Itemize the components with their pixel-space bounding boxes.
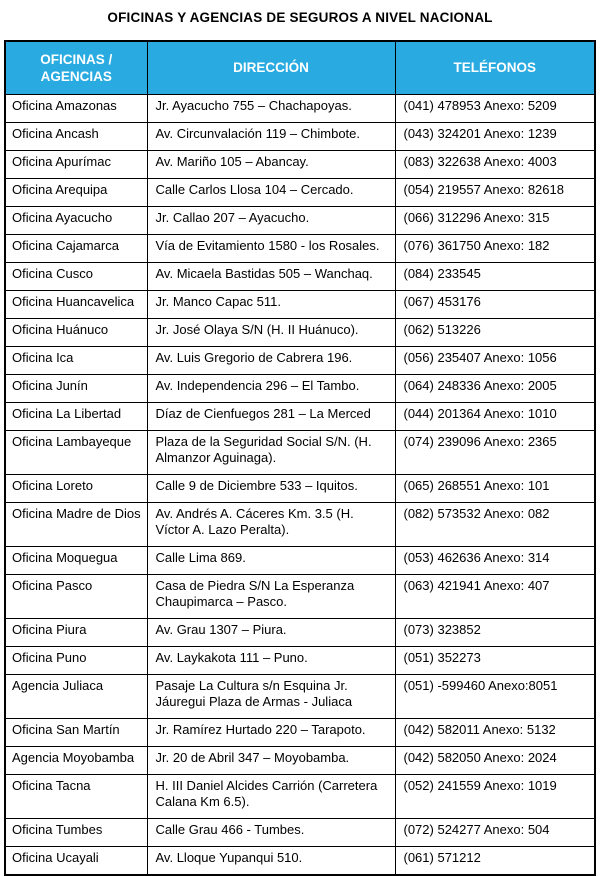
office-name-cell: Oficina Madre de Dios: [5, 502, 147, 546]
phone-cell: (066) 312296 Anexo: 315: [395, 206, 595, 234]
phone-cell: (043) 324201 Anexo: 1239: [395, 122, 595, 150]
address-cell: Calle Lima 869.: [147, 546, 395, 574]
table-row: [5, 374, 595, 402]
address-cell: Av. Circunvalación 119 – Chimbote.: [147, 122, 395, 150]
address-cell: H. III Daniel Alcides Carrión (Carretera Calana Km 6.5).: [147, 774, 395, 818]
office-name-cell: Oficina Junín: [5, 374, 147, 402]
office-name-cell: Oficina Loreto: [5, 474, 147, 502]
phone-cell: (084) 233545: [395, 262, 595, 290]
phone-cell: (061) 571212: [395, 846, 595, 875]
phone-cell: (056) 235407 Anexo: 1056: [395, 346, 595, 374]
address-cell: Jr. Ayacucho 755 – Chachapoyas.: [147, 94, 395, 122]
address-cell: Jr. Manco Capac 511.: [147, 290, 395, 318]
table-row: [5, 94, 595, 122]
office-name-cell: Oficina Cajamarca: [5, 234, 147, 262]
office-name-cell: Oficina Apurímac: [5, 150, 147, 178]
table-row: [5, 430, 595, 474]
office-name-cell: Oficina Amazonas: [5, 94, 147, 122]
office-name-cell: Agencia Moyobamba: [5, 746, 147, 774]
phone-cell: (062) 513226: [395, 318, 595, 346]
office-name-cell: Oficina Huancavelica: [5, 290, 147, 318]
office-name-cell: Oficina Ica: [5, 346, 147, 374]
phone-cell: (063) 421941 Anexo: 407: [395, 574, 595, 618]
phone-cell: (065) 268551 Anexo: 101: [395, 474, 595, 502]
header-row: [5, 41, 595, 94]
address-cell: Av. Andrés A. Cáceres Km. 3.5 (H. Víctor A. Lazo Peralta).: [147, 502, 395, 546]
address-cell: Av. Grau 1307 – Piura.: [147, 618, 395, 646]
phone-cell: (053) 462636 Anexo: 314: [395, 546, 595, 574]
table-row: [5, 122, 595, 150]
address-cell: Calle 9 de Diciembre 533 – Iquitos.: [147, 474, 395, 502]
phone-cell: (051) -599460 Anexo:8051: [395, 674, 595, 718]
address-cell: Av. Independencia 296 – El Tambo.: [147, 374, 395, 402]
table-row: [5, 818, 595, 846]
phone-cell: (082) 573532 Anexo: 082: [395, 502, 595, 546]
address-cell: Díaz de Cienfuegos 281 – La Merced: [147, 402, 395, 430]
office-name-cell: Oficina Moquegua: [5, 546, 147, 574]
offices-table: [4, 40, 596, 876]
office-name-cell: Oficina Tumbes: [5, 818, 147, 846]
table-row: [5, 206, 595, 234]
table-row: [5, 846, 595, 875]
table-row: [5, 674, 595, 718]
phone-cell: (044) 201364 Anexo: 1010: [395, 402, 595, 430]
table-row: [5, 346, 595, 374]
phone-cell: (042) 582011 Anexo: 5132: [395, 718, 595, 746]
phone-cell: (042) 582050 Anexo: 2024: [395, 746, 595, 774]
table-row: [5, 574, 595, 618]
office-name-cell: Oficina Ancash: [5, 122, 147, 150]
table-header: [5, 41, 595, 94]
office-name-cell: Oficina Lambayeque: [5, 430, 147, 474]
address-cell: Calle Carlos Llosa 104 – Cercado.: [147, 178, 395, 206]
address-cell: Av. Laykakota 111 – Puno.: [147, 646, 395, 674]
address-cell: Jr. 20 de Abril 347 – Moyobamba.: [147, 746, 395, 774]
office-name-cell: Oficina Cusco: [5, 262, 147, 290]
table-row: [5, 746, 595, 774]
table-row: [5, 262, 595, 290]
table-row: [5, 646, 595, 674]
address-cell: Av. Mariño 105 – Abancay.: [147, 150, 395, 178]
table-row: [5, 618, 595, 646]
office-name-cell: Oficina La Libertad: [5, 402, 147, 430]
table-row: [5, 234, 595, 262]
address-cell: Jr. Ramírez Hurtado 220 – Tarapoto.: [147, 718, 395, 746]
address-cell: Pasaje La Cultura s/n Esquina Jr. Jáuregui Plaza de Armas - Juliaca: [147, 674, 395, 718]
phone-cell: (041) 478953 Anexo: 5209: [395, 94, 595, 122]
table-row: [5, 150, 595, 178]
header-direccion: DIRECCIÓN: [147, 41, 395, 94]
phone-cell: (073) 323852: [395, 618, 595, 646]
office-name-cell: Agencia Juliaca: [5, 674, 147, 718]
table-row: [5, 718, 595, 746]
phone-cell: (064) 248336 Anexo: 2005: [395, 374, 595, 402]
office-name-cell: Oficina Ucayali: [5, 846, 147, 875]
phone-cell: (076) 361750 Anexo: 182: [395, 234, 595, 262]
office-name-cell: Oficina Arequipa: [5, 178, 147, 206]
phone-cell: (083) 322638 Anexo: 4003: [395, 150, 595, 178]
address-cell: Casa de Piedra S/N La Esperanza Chaupimarca – Pasco.: [147, 574, 395, 618]
address-cell: Vía de Evitamiento 1580 - los Rosales.: [147, 234, 395, 262]
address-cell: Av. Lloque Yupanqui 510.: [147, 846, 395, 875]
phone-cell: (067) 453176: [395, 290, 595, 318]
phone-cell: (052) 241559 Anexo: 1019: [395, 774, 595, 818]
office-name-cell: Oficina Puno: [5, 646, 147, 674]
office-name-cell: Oficina Piura: [5, 618, 147, 646]
header-telefonos: TELÉFONOS: [395, 41, 595, 94]
office-name-cell: Oficina Ayacucho: [5, 206, 147, 234]
address-cell: Jr. Callao 207 – Ayacucho.: [147, 206, 395, 234]
table-row: [5, 474, 595, 502]
table-row: [5, 774, 595, 818]
office-name-cell: Oficina Pasco: [5, 574, 147, 618]
table-row: [5, 318, 595, 346]
address-cell: Av. Luis Gregorio de Cabrera 196.: [147, 346, 395, 374]
office-name-cell: Oficina Tacna: [5, 774, 147, 818]
phone-cell: (074) 239096 Anexo: 2365: [395, 430, 595, 474]
address-cell: Jr. José Olaya S/N (H. II Huánuco).: [147, 318, 395, 346]
page-title: OFICINAS Y AGENCIAS DE SEGUROS A NIVEL NACIONAL: [107, 10, 493, 25]
phone-cell: (051) 352273: [395, 646, 595, 674]
table-row: [5, 502, 595, 546]
address-cell: Av. Micaela Bastidas 505 – Wanchaq.: [147, 262, 395, 290]
office-name-cell: Oficina San Martín: [5, 718, 147, 746]
table-row: [5, 178, 595, 206]
table-row: [5, 546, 595, 574]
address-cell: Plaza de la Seguridad Social S/N. (H. Almanzor Aguinaga).: [147, 430, 395, 474]
table-row: [5, 402, 595, 430]
header-offices-agencias: OFICINAS / AGENCIAS: [5, 41, 147, 94]
phone-cell: (054) 219557 Anexo: 82618: [395, 178, 595, 206]
table-row: [5, 290, 595, 318]
address-cell: Calle Grau 466 - Tumbes.: [147, 818, 395, 846]
office-name-cell: Oficina Huánuco: [5, 318, 147, 346]
table-body: [5, 94, 595, 875]
phone-cell: (072) 524277 Anexo: 504: [395, 818, 595, 846]
